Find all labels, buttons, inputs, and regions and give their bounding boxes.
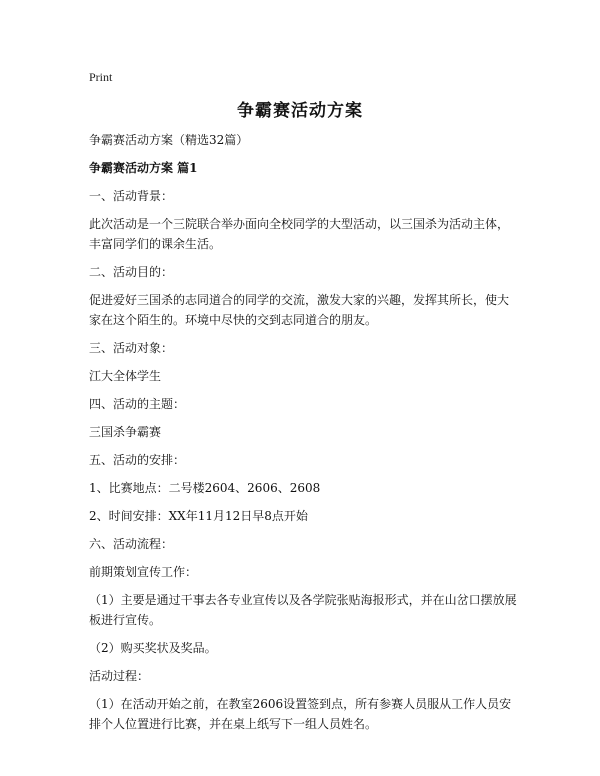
paragraph: 三国杀争霸赛 <box>89 425 162 439</box>
paragraph: 六、活动流程： <box>89 537 174 551</box>
paragraph: 二、活动目的： <box>89 265 174 279</box>
paragraph: 三、活动对象： <box>89 341 174 355</box>
paragraph: 前期策划宣传工作： <box>89 565 198 579</box>
paragraph: 活动过程： <box>89 669 150 683</box>
paragraph: （1）在活动开始之前，在教室2606设置签到点，所有参赛人员服从工作人员安排个人位置进行比赛，并在桌上纸写下一组人员姓名。 <box>89 697 512 731</box>
subtitle-paragraph: 争霸赛活动方案（精选32篇） <box>89 133 249 147</box>
paragraph: 此次活动是一个三院联合举办面向全校同学的大型活动，以三国杀为活动主体，丰富同学们的课余生活。 <box>89 217 510 251</box>
paragraph: 2、时间安排：XX年11月12日早8点开始 <box>89 509 308 523</box>
paragraph: 江大全体学生 <box>89 369 162 383</box>
page-title: 争霸赛活动方案 <box>237 101 363 121</box>
paragraph: （1）主要是通过干事去各专业宣传以及各学院张贴海报形式，并在山岔口摆放展板进行宣传。 <box>89 593 517 627</box>
paragraph: 五、活动的安排： <box>89 453 186 467</box>
paragraph: 一、活动背景： <box>89 189 174 203</box>
section-heading: 争霸赛活动方案 篇1 <box>89 161 198 175</box>
paragraph: 促进爱好三国杀的志同道合的同学的交流，激发大家的兴趣，发挥其所长，使大家在这个陌生的。环境中尽快的交到志同道合的朋友。 <box>89 293 510 327</box>
paragraph: （2）购买奖状及奖品。 <box>89 641 217 655</box>
document-body <box>89 130 519 742</box>
paragraph: 四、活动的主题： <box>89 397 186 411</box>
paragraph: 1、比赛地点：二号楼2604、2606、2608 <box>89 481 321 495</box>
print-label: Print <box>89 70 113 84</box>
